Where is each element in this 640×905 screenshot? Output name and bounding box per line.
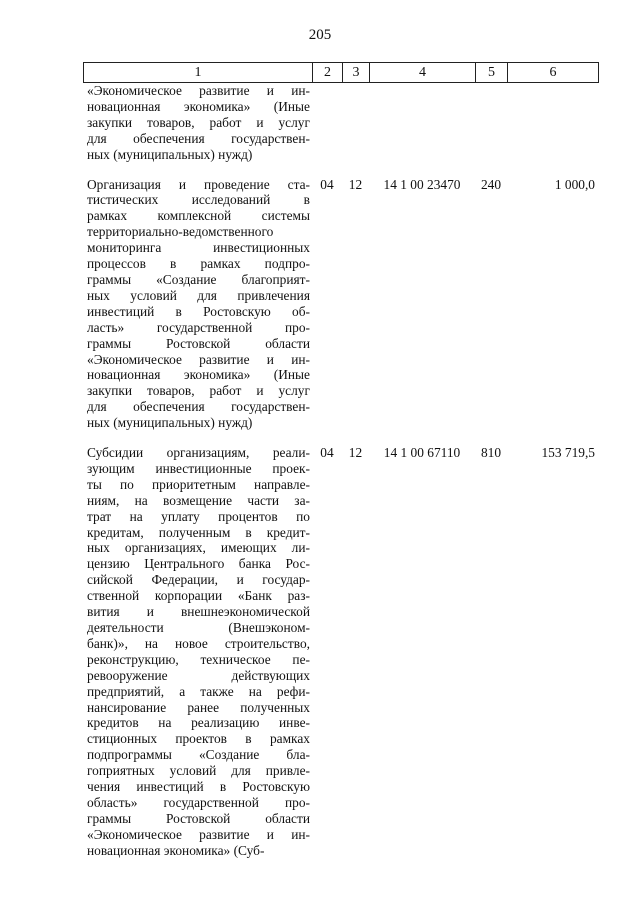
description-line: ласть» государственной про- [87, 319, 310, 335]
description-line: «Экономическое развитие и ин- [87, 826, 310, 842]
description-line: инвестиций в Ростовскую об- [87, 303, 310, 319]
description-line: реконструкцию, техническое пе- [87, 651, 310, 667]
amount: 1 000,0 [554, 176, 595, 192]
table-header [83, 62, 599, 83]
target-article-code [369, 83, 475, 163]
description-line: стиционных проектов в рамках [87, 731, 310, 747]
description-line: ных (муниципальных) нужд) [87, 146, 253, 162]
description-line: сийской Федерации, и государ- [87, 572, 310, 588]
header-col-4: 4 [370, 63, 476, 82]
description-line: «Экономическое развитие и ин- [87, 83, 310, 98]
description-line: банк)», на новое строительство, [87, 635, 310, 651]
table-row [83, 177, 599, 432]
description-line: рамках комплексной системы [87, 208, 310, 224]
description-line: граммы «Создание благоприят- [87, 271, 310, 287]
description-line: закупки товаров, работ и услуг [87, 114, 310, 130]
header-col-6: 6 [549, 65, 557, 80]
description-line: ты по приоритетным направле- [87, 476, 310, 492]
expense-type-code: 810 [480, 445, 502, 461]
description-line: ных (муниципальных) нужд) [87, 415, 253, 431]
description-line: гоприятных условий для привле- [87, 763, 310, 779]
section-code: 04 [320, 445, 334, 461]
description-line: трат на уплату процентов по [87, 508, 310, 524]
description-line: нансирование ранее полученных [87, 699, 310, 715]
row-gap [83, 431, 599, 445]
description-line: граммы Ростовской области [87, 810, 310, 826]
header-col-3: 3 [343, 63, 370, 82]
description-line: область» государственной про- [87, 794, 310, 810]
description-line: для обеспечения государствен- [87, 399, 310, 415]
expense-type-code [475, 83, 507, 163]
section-code: 04 [320, 176, 334, 192]
description-line: ных организациях, имеющих ли- [87, 540, 310, 556]
description-line: мониторинга инвестиционных [87, 240, 310, 256]
description-line: ниям, на возмещение части за- [87, 492, 310, 508]
description-line: подпрограммы «Создание бла- [87, 747, 310, 763]
header-col-5: 5 [476, 63, 508, 82]
subsection-code [342, 83, 369, 163]
amount [507, 83, 597, 163]
description-line: тистических исследований в [87, 192, 310, 208]
item-description [83, 445, 312, 859]
description-line: вития и внешнеэкономической [87, 604, 310, 620]
description-line: новационная экономика» (Суб- [87, 842, 265, 858]
table-body [83, 83, 599, 859]
description-line: территориально-ведомственного [87, 224, 274, 240]
description-line: предприятий, а также на рефи- [87, 683, 310, 699]
description-line: для обеспечения государствен- [87, 130, 310, 146]
description-line: деятельности (Внешэконом- [87, 620, 310, 635]
description-line: зующим инвестиционные проек- [87, 460, 310, 476]
description-line: чения инвестиций в Ростовскую [87, 779, 310, 795]
description-line: Субсидии организациям, реали- [87, 445, 310, 461]
subsection-code: 12 [348, 176, 363, 192]
section-code [312, 83, 342, 163]
description-line: цензию Центрального банка Рос- [87, 556, 310, 572]
expense-type-code: 240 [480, 176, 502, 192]
amount: 153 719,5 [541, 445, 595, 461]
description-line: кредитам, полученным в кредит- [87, 524, 310, 540]
item-description [83, 177, 312, 432]
description-line: Организация и проведение ста- [87, 176, 310, 192]
description-line: «Экономическое развитие и ин- [87, 351, 310, 367]
table-row [83, 83, 599, 163]
description-line: граммы Ростовской области [87, 335, 310, 351]
description-line: новационная экономика» (Иные [87, 367, 310, 383]
budget-table [83, 62, 599, 859]
header-col-2: 2 [313, 63, 343, 82]
description-line: новационная экономика» (Иные [87, 98, 310, 114]
description-line: ных условий для привлечения [87, 287, 310, 303]
target-article-code: 14 1 00 67110 [383, 445, 461, 461]
header-col-1: 1 [84, 63, 313, 82]
subsection-code: 12 [348, 445, 363, 461]
description-line: процессов в рамках подпро- [87, 256, 310, 272]
description-line: ственной корпорации «Банк раз- [87, 588, 310, 604]
target-article-code: 14 1 00 23470 [383, 176, 461, 192]
description-line: ревооружение действующих [87, 667, 310, 683]
page-number: 205 [308, 27, 332, 43]
row-gap [83, 163, 599, 177]
table-row [83, 445, 599, 859]
item-description [83, 83, 312, 163]
description-line: закупки товаров, работ и услуг [87, 383, 310, 399]
description-line: кредитов на реализацию инве- [87, 715, 310, 731]
